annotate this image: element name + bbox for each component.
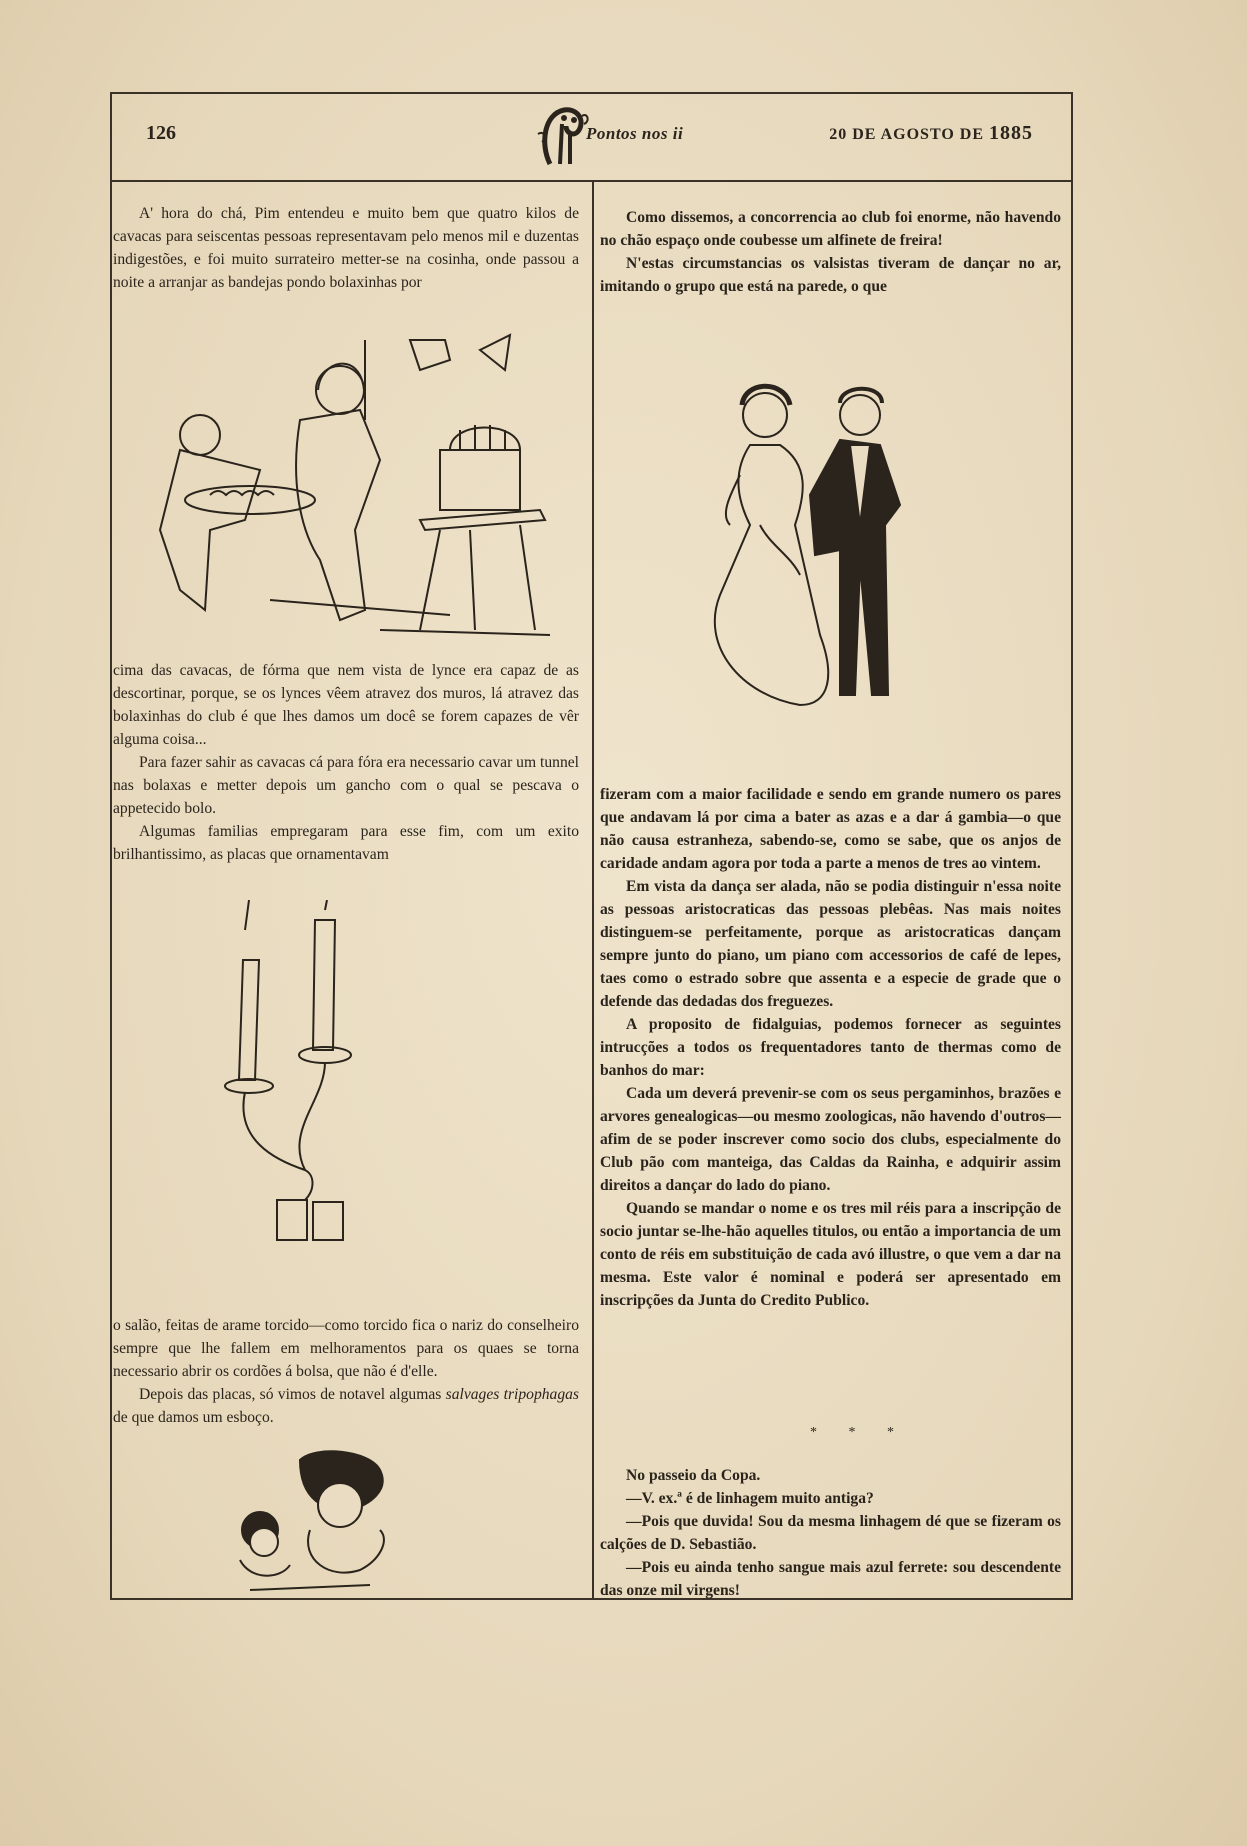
- paragraph: Quando se mandar o nome e os tres mil réis para a inscripção de socio juntar se-lhe-hão aquelles titulos, ou então a importancia de um conto de réis em substituição de cada avó illustre, o que vem a dar na mesma. Este valor é nominal e poderá ser apresentado em inscripções da Junta do Credito Publico.: [600, 1200, 1061, 1309]
- text-run: Depois das placas, só vimos de notavel algumas: [139, 1386, 442, 1403]
- section-ornament: * * *: [810, 1425, 908, 1440]
- issue-year: 1885: [989, 122, 1033, 144]
- kitchen-scene-icon: [150, 330, 580, 650]
- paragraph: Cada um deverá prevenir-se com os seus pergaminhos, brazões e arvores genealogicas—ou mesmo zoologicas, não havendo d'outros—afim de se poder inscrever como socio dos clubs, especialmente do Club pão com manteiga, das Caldas da Rainha, e adquirir assim direitos a dançar do lado do piano.: [600, 1085, 1061, 1194]
- paragraph: Para fazer sahir as cavacas cá para fóra era necessario cavar um tunnel nas bolaxas e metter depois um gancho com o qual se pescava o appetecido bolo.: [113, 754, 579, 817]
- dialogue-line: —Pois que duvida! Sou da mesma linhagem dé que se fizeram os calções de D. Sebastião.: [600, 1513, 1061, 1553]
- paragraph: Algumas familias empregaram para esse fim, com um exito brilhantissimo, as placas que ornamentavam: [113, 823, 579, 863]
- left-text-block-1: [113, 202, 579, 294]
- column-divider: [592, 182, 594, 1600]
- page-header: [110, 92, 1073, 182]
- left-text-block-3: [113, 1314, 579, 1429]
- kitchen-illustration: [150, 330, 580, 650]
- issue-date-text: 20 DE AGOSTO DE: [829, 126, 984, 143]
- paragraph: N'estas circumstancias os valsistas tiveram de dançar no ar, imitando o grupo que está na parede, o que: [600, 255, 1061, 295]
- paragraph: [113, 1383, 579, 1429]
- right-text-block-1: [600, 206, 1061, 298]
- paragraph: Em vista da dança ser alada, não se podia distinguir n'essa noite as pessoas aristocraticas das pessoas plebêas. Nas mais noites distinguem-se perfeitamente, porque as aristocraticas dançam sempre junto do piano, um piano com accessorios de café de lepes, taes como o estrado sobre que assenta e a especie de grade que o defende das dedadas dos freguezes.: [600, 878, 1061, 1010]
- masthead-logo: [530, 104, 700, 170]
- dialogue-line: —V. ex.ª é de linhagem muito antiga?: [626, 1490, 874, 1507]
- text-run: de que damos um esboço.: [113, 1409, 274, 1426]
- two-heads-sketch-icon: [220, 1450, 430, 1595]
- page-number: 126: [146, 122, 176, 144]
- dialogue-line: —Pois eu ainda tenho sangue mais azul ferrete: sou descendente das onze mil virgens!: [600, 1559, 1061, 1599]
- issue-date: [829, 122, 1033, 145]
- emphasis: salvages tripophagas: [445, 1386, 580, 1403]
- wire-candle-sconce-icon: [215, 900, 435, 1260]
- heads-illustration: [220, 1450, 430, 1595]
- paragraph: A proposito de fidalguias, podemos fornecer as seguintes intrucções a todos os frequentadores tanto de thermas como de banhos do mar:: [600, 1016, 1061, 1079]
- dancers-illustration: [700, 375, 920, 715]
- paragraph: A' hora do chá, Pim entendeu e muito bem que quatro kilos de cavacas para seiscentas pessoas representavam pelo menos mil e duzentas indigestões, e foi muito surrateiro metter-se na cosinha, onde passou a noite a arranjar as bandejas pondo bolaxinhas por: [113, 205, 579, 291]
- dancing-couple-icon: [700, 375, 920, 715]
- sconces-illustration: [215, 900, 435, 1260]
- paragraph: cima das cavacas, de fórma que nem vista de lynce era capaz de as descortinar, porque, se os lynces vêem atravez dos muros, lá atravez das bolaxinhas do club é que lhes damos um docê se forem capazes de vêr alguma coisa...: [113, 662, 579, 748]
- paragraph: o salão, feitas de arame torcido—como torcido fica o nariz do conselheiro sempre que lhe fallem em melhoramentos para os quaes se torna necessario abrir os cordões á bolsa, que não é d'elle.: [113, 1317, 579, 1380]
- dialogue-heading: No passeio da Copa.: [626, 1467, 761, 1484]
- paragraph: Como dissemos, a concorrencia ao club foi enorme, não havendo no chão espaço onde coubesse um alfinete de freira!: [600, 209, 1061, 249]
- right-text-block-2: [600, 783, 1061, 1312]
- left-text-block-2: [113, 659, 579, 866]
- masthead-title: Pontos nos ii: [586, 124, 684, 143]
- paragraph: fizeram com a maior facilidade e sendo em grande numero os pares que andavam lá por cima a bater as azas e a dar á gambia—o que não causa estranheza, sabendo-se, como se sabe, que os anjos de caridade andam agora por toda a parte a menos de tres ao vintem.: [600, 786, 1061, 872]
- dialogue-block: [600, 1464, 1061, 1602]
